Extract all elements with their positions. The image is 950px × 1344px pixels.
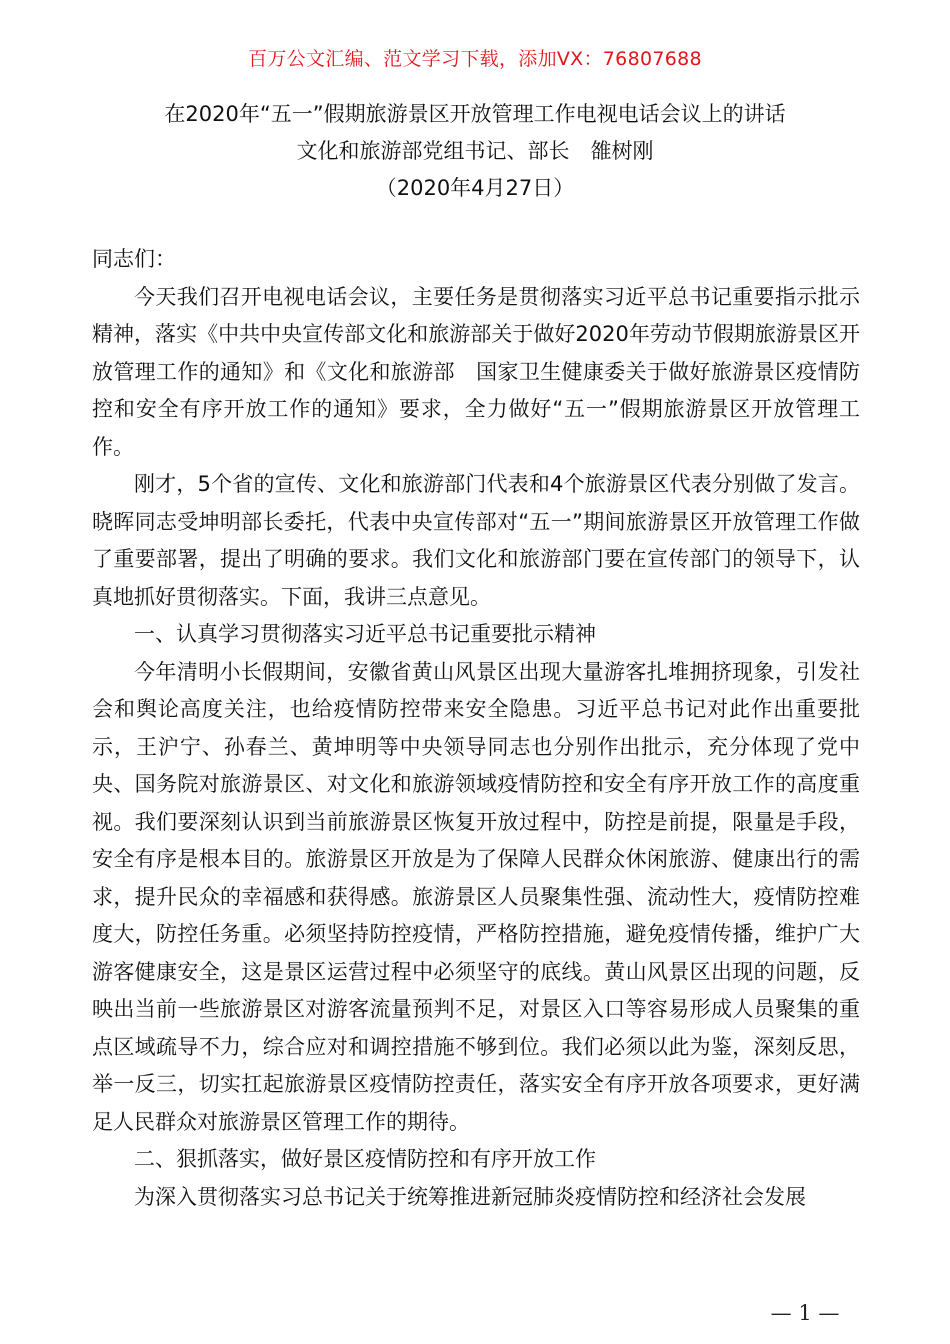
page-number: — 1 — <box>770 1301 840 1325</box>
paragraph-1: 今天我们召开电视电话会议，主要任务是贯彻落实习近平总书记重要指示批示精神，落实《中共中央宣传部文化和旅游部关于做好2020年劳动节假期旅游景区开放管理工作的通知》和《文化和旅游部 国家卫生健康委关于做好旅游景区疫情防控和安全有序开放工作的通知》要求，全力做好“五一”假期旅游景区开放管理工作。 <box>92 284 860 459</box>
salutation: 同志们： <box>92 247 176 271</box>
section-heading-2: 二、狠抓落实，做好景区疫情防控和有序开放工作 <box>134 1147 596 1171</box>
speech-date: （2020年4月27日） <box>375 176 575 200</box>
document-title: 在2020年“五一”假期旅游景区开放管理工作电视电话会议上的讲话 <box>164 102 786 126</box>
body-text <box>92 241 860 1216</box>
paragraph-3: 今年清明小长假期间，安徽省黄山风景区出现大量游客扎堆拥挤现象，引发社会和舆论高度关注，也给疫情防控带来安全隐患。习近平总书记对此作出重要批示，王沪宁、孙春兰、黄坤明等中央领导同志也分别作出批示，充分体现了党中央、国务院对旅游景区、对文化和旅游领域疫情防控和安全有序开放工作的高度重视。我们要深刻认识到当前旅游景区恢复开放过程中，防控是前提，限量是手段，安全有序是根本目的。旅游景区开放是为了保障人民群众休闲旅游、健康出行的需求，提升民众的幸福感和获得感。旅游景区人员聚集性强、流动性大，疫情防控难度大，防控任务重。必须坚持防控疫情，严格防控措施，避免疫情传播，维护广大游客健康安全，这是景区运营过程中必须坚守的底线。黄山风景区出现的问题，反映出当前一些旅游景区对游客流量预判不足，对景区入口等容易形成人员聚集的重点区域疏导不力，综合应对和调控措施不够到位。我们必须以此为鉴，深刻反思，举一反三，切实扛起旅游景区疫情防控责任，落实安全有序开放各项要求，更好满足人民群众对旅游景区管理工作的期待。 <box>92 659 860 1134</box>
title-block <box>0 96 950 207</box>
header-banner: 百万公文汇编、范文学习下载，添加VX：76807688 <box>248 48 702 70</box>
speaker-line: 文化和旅游部党组书记、部长 雒树刚 <box>296 139 654 163</box>
paragraph-2: 刚才，5个省的宣传、文化和旅游部门代表和4个旅游景区代表分别做了发言。晓晖同志受坤明部长委托，代表中央宣传部对“五一”期间旅游景区开放管理工作做了重要部署，提出了明确的要求。我们文化和旅游部门要在宣传部门的领导下，认真地抓好贯彻落实。下面，我讲三点意见。 <box>92 472 860 609</box>
section-heading-1: 一、认真学习贯彻落实习近平总书记重要批示精神 <box>134 622 596 646</box>
paragraph-4: 为深入贯彻落实习总书记关于统筹推进新冠肺炎疫情防控和经济社会发展 <box>134 1184 806 1209</box>
